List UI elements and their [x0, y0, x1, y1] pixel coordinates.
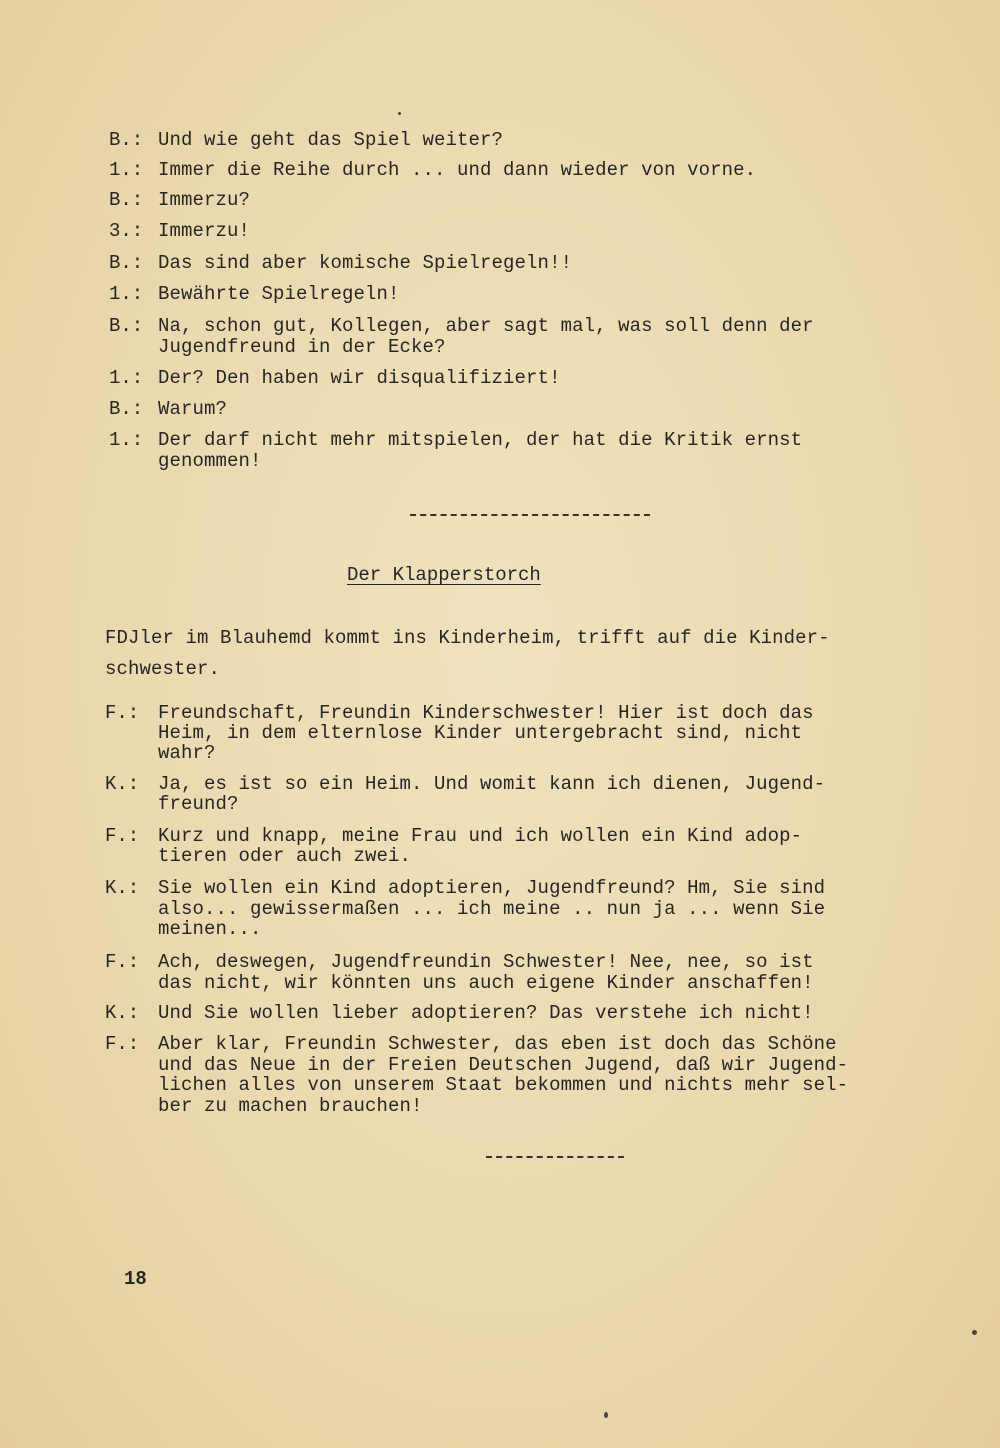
dialogue-line: Ja, es ist so ein Heim. Und womit kann ich dienen, Jugend-: [158, 773, 826, 795]
speaker-label: 1.:: [109, 429, 144, 451]
dialogue-line: ber zu machen brauchen!: [158, 1095, 423, 1117]
dialogue-line: Immerzu!: [158, 220, 251, 242]
dialogue-line: das nicht, wir könnten uns auch eigene Kinder anschaffen!: [158, 972, 814, 994]
dialogue-line: Na, schon gut, Kollegen, aber sagt mal, was soll denn der: [158, 315, 814, 337]
speaker-label: B.:: [109, 189, 144, 211]
dialogue-line: Das sind aber komische Spielregeln!!: [158, 252, 573, 274]
dialogue-line: Ach, deswegen, Jugendfreundin Schwester! Nee, nee, so ist: [158, 951, 814, 973]
speaker-label: 1.:: [109, 283, 144, 305]
dialogue-line: also... gewissermaßen ... ich meine .. nun ja ... wenn Sie: [158, 898, 826, 920]
dialogue-line: meinen...: [158, 918, 262, 940]
dialogue-line: Der darf nicht mehr mitspielen, der hat die Kritik ernst: [158, 429, 803, 451]
speck-mark: [972, 1330, 977, 1335]
dialogue-line: Warum?: [158, 398, 228, 420]
dialogue-line: Immerzu?: [158, 189, 251, 211]
speaker-label: K.:: [105, 773, 140, 795]
speaker-label: K.:: [105, 1002, 140, 1024]
speaker-label: 1.:: [109, 367, 144, 389]
section-divider: [410, 514, 650, 516]
dialogue-line: Heim, in dem elternlose Kinder untergebracht sind, nicht: [158, 722, 803, 744]
speaker-label: 1.:: [109, 159, 144, 181]
dialogue-line: Der? Den haben wir disqualifiziert!: [158, 367, 561, 389]
stage-direction-line: schwester.: [105, 658, 221, 680]
speaker-label: F.:: [105, 825, 140, 847]
speck-mark: [604, 1412, 608, 1418]
dialogue-line: Aber klar, Freundin Schwester, das eben ist doch das Schöne: [158, 1033, 837, 1055]
speaker-label: F.:: [105, 702, 140, 724]
speck-mark: [398, 112, 401, 115]
speaker-label: F.:: [105, 1033, 140, 1055]
stage-direction-line: FDJler im Blauhemd kommt ins Kinderheim, trifft auf die Kinder-: [105, 627, 830, 649]
dialogue-line: Freundschaft, Freundin Kinderschwester! Hier ist doch das: [158, 702, 814, 724]
speaker-label: B.:: [109, 315, 144, 337]
speaker-label: B.:: [109, 252, 144, 274]
dialogue-line: Und Sie wollen lieber adoptieren? Das verstehe ich nicht!: [158, 1002, 814, 1024]
section-title: Der Klapperstorch: [347, 564, 541, 586]
speaker-label: B.:: [109, 129, 144, 151]
end-divider: [486, 1156, 624, 1158]
dialogue-line: freund?: [158, 793, 239, 815]
dialogue-line: und das Neue in der Freien Deutschen Jugend, daß wir Jugend-: [158, 1054, 849, 1076]
dialogue-line: Bewährte Spielregeln!: [158, 283, 400, 305]
speaker-label: K.:: [105, 877, 140, 899]
dialogue-line: tieren oder auch zwei.: [158, 845, 412, 867]
speaker-label: 3.:: [109, 220, 144, 242]
dialogue-line: wahr?: [158, 742, 216, 764]
speaker-label: F.:: [105, 951, 140, 973]
dialogue-line: genommen!: [158, 450, 262, 472]
dialogue-line: Sie wollen ein Kind adoptieren, Jugendfreund? Hm, Sie sind: [158, 877, 826, 899]
page-number: 18: [124, 1268, 147, 1290]
dialogue-line: Jugendfreund in der Ecke?: [158, 336, 446, 358]
dialogue-line: lichen alles von unserem Staat bekommen und nichts mehr sel-: [158, 1074, 849, 1096]
dialogue-line: Kurz und knapp, meine Frau und ich wollen ein Kind adop-: [158, 825, 803, 847]
dialogue-line: Immer die Reihe durch ... und dann wieder von vorne.: [158, 159, 757, 181]
dialogue-line: Und wie geht das Spiel weiter?: [158, 129, 504, 151]
speaker-label: B.:: [109, 398, 144, 420]
